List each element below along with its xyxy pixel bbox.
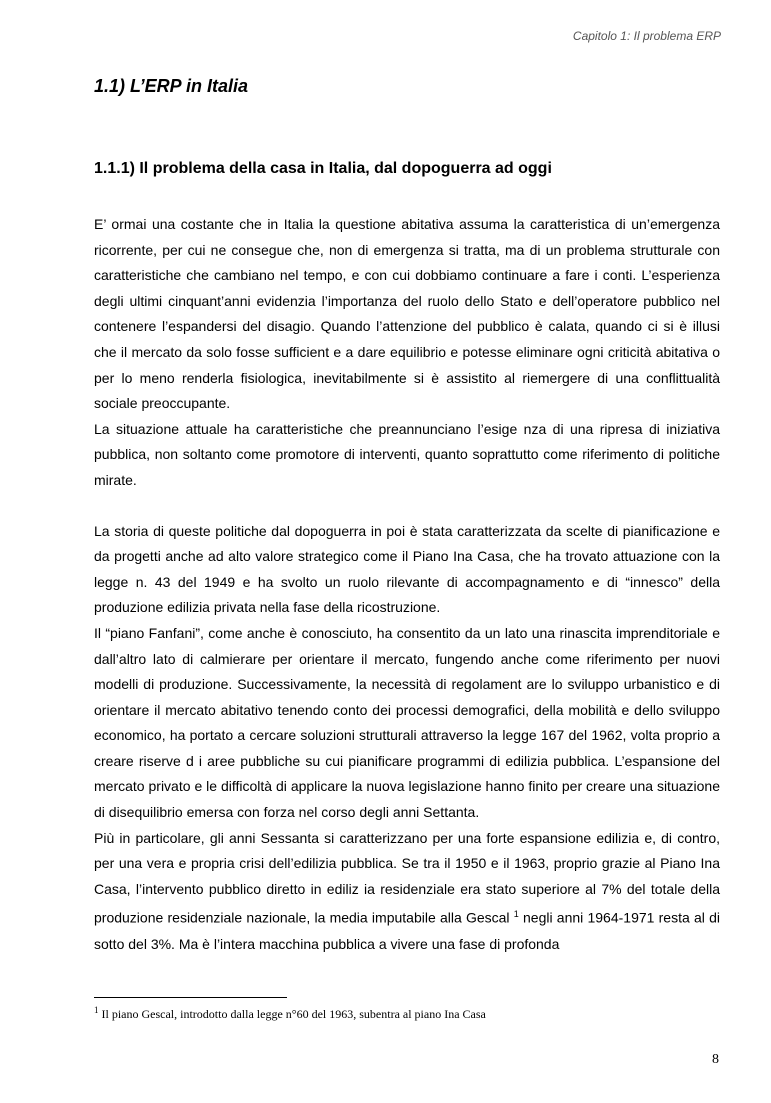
paragraph: E’ ormai una costante che in Italia la questione abitativa assuma la caratteristica di un’emergenza ricorrente, per cui ne consegue che, non di emergenza si tratta, ma di un problema strutturale con caratteristiche che cambiano nel tempo, e con cui dobbiamo continuare a fare i conti. L’esperienza degli ultimi cinquant’anni evidenzia l’importanza del ruolo dello Stato e dell’operatore pubblico nel contenere l’espandersi del disagio. Quando l’attenzione del pubblico è calata, quando ci si è illusi che il mercato da solo fosse sufficient e a dare equilibrio e potesse eliminare ogni criticità abitativa o per lo meno renderla fisiologica, inevitabilmente si è assistito al riemergere di una conflittualità sociale preoccupante. <box>94 216 720 412</box>
paragraph-text: Più in particolare, gli anni Sessanta si caratterizzano per una forte espansione edilizia e, di contro, per una vera e propria crisi dell’edilizia pubblica. Se tra il 1950 e il 1963, proprio grazie al Piano Ina Casa, l’intervento pubblico diretto in ediliz ia residenziale era stato superiore al 7% del totale della produzione residenziale nazionale, la media imputabile alla Gescal <box>94 829 720 927</box>
paragraph: Il “piano Fanfani”, come anche è conosciuto, ha consentito da un lato una rinascita imprenditoriale e dall’altro lato di calmierare per orientare il mercato, fungendo anche come riferimento per nuovi modelli di produzione. Successivamente, la necessità di regolament are lo sviluppo urbanistico e di orientare il mercato abitativo tenendo conto dei processi demografici, della mobilità e dello sviluppo economico, ha portato a cercare soluzioni strutturali attraverso la legge 167 del 1962, volta proprio a creare riserve d i aree pubbliche su cui pianificare programmi di edilizia pubblica. L’espansione del mercato privato e le difficoltà di applicare la nuova legislazione hanno finito per creare una situazione di disequilibrio emersa con forza nel corso degli anni Settanta. <box>94 624 720 821</box>
body-text <box>94 212 720 957</box>
page-number: 8 <box>712 1052 719 1067</box>
paragraph: La situazione attuale ha caratteristiche che preannunciano l’esige nza di una ripresa di iniziativa pubblica, non soltanto come promotore di interventi, quanto soprattutto come riferimento di politiche mirate. <box>94 420 720 488</box>
paragraph: La storia di queste politiche dal dopoguerra in poi è stata caratterizzata da scelte di pianificazione e da progetti anche ad alto valore strategico come il Piano Ina Casa, che ha trovato attuazione con la legge n. 43 del 1949 e ha svolto un ruolo rilevante di accompagnamento e di “innesco” della produzione edilizia privata nella fase della ricostruzione. <box>94 522 720 616</box>
running-header: Capitolo 1: Il problema ERP <box>572 29 721 43</box>
chapter-heading: 1.1) L’ERP in Italia <box>94 76 249 96</box>
footnote-reference[interactable]: 1 <box>513 909 519 920</box>
footnote-marker: 1 <box>94 1005 99 1015</box>
footnote <box>94 1005 486 1022</box>
section-heading: 1.1.1) Il problema della casa in Italia, dal dopoguerra ad oggi <box>94 160 552 177</box>
paragraph <box>94 826 720 958</box>
footnote-divider <box>94 997 287 998</box>
footnote-text: Il piano Gescal, introdotto dalla legge n°60 del 1963, subentra al piano Ina Casa <box>98 1007 486 1021</box>
paragraph-text: negli anni 1964-1971 resta al di sotto del 3%. Ma è l’intera macchina pubblica a vivere una fase di profonda <box>94 910 720 952</box>
